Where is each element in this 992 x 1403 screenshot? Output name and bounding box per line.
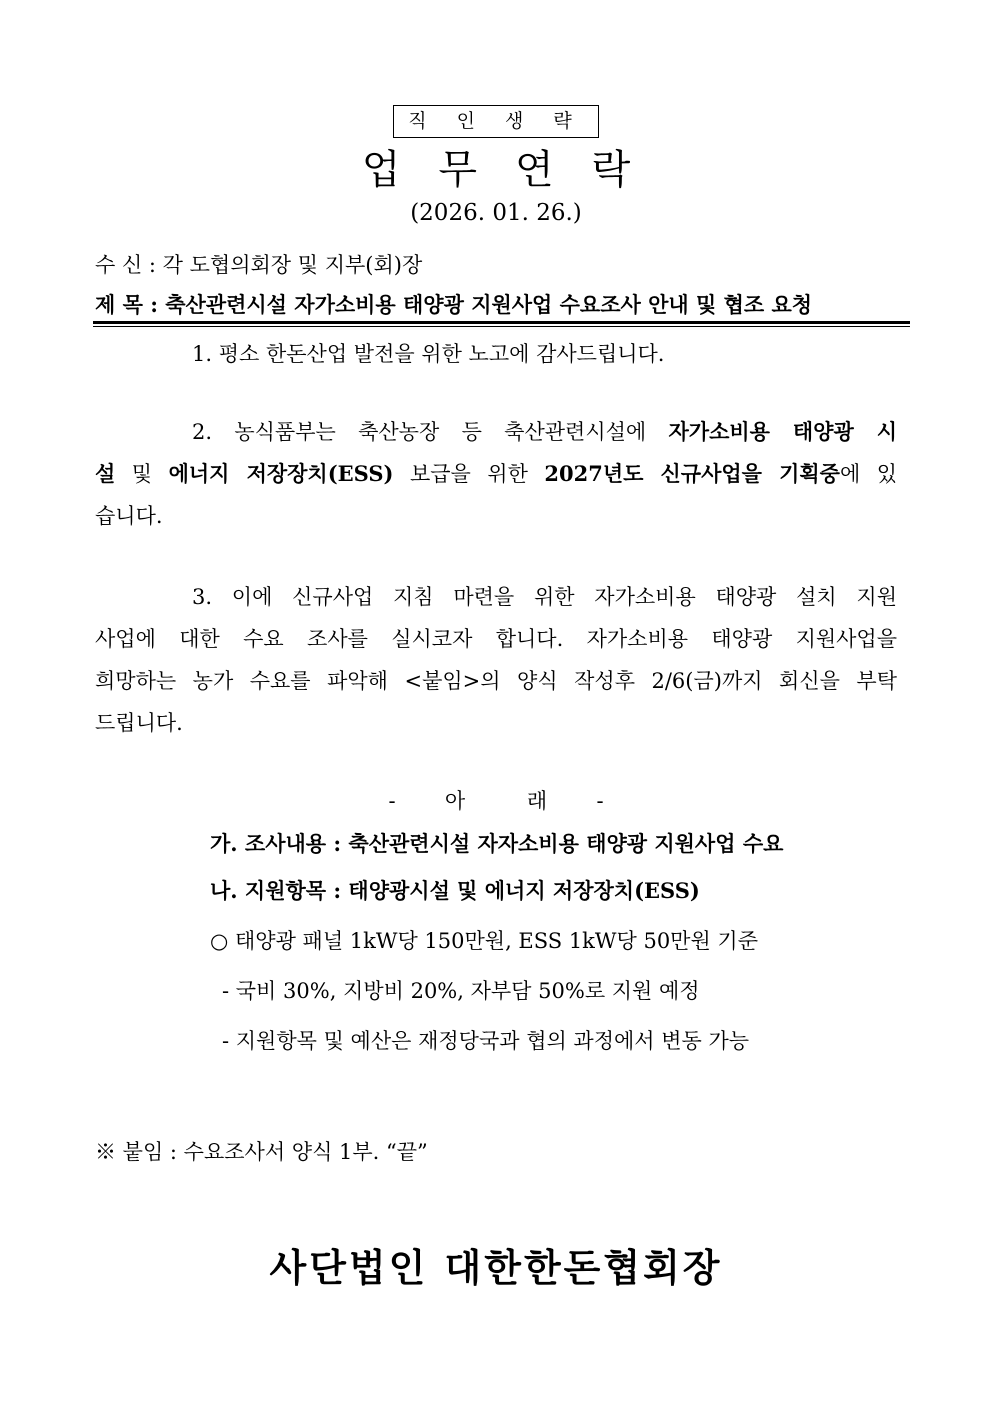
paragraph-2-line-2 [95, 453, 897, 495]
heading-dash: - [388, 789, 396, 813]
paragraph-1 [95, 333, 897, 375]
paragraph-1-line: 1. 평소 한돈산업 발전을 위한 노고에 감사드립니다. [192, 342, 665, 366]
bold-text-run: 설 [95, 461, 116, 486]
paragraph-3-line-2: 사업에 대한 수요 조사를 실시코자 합니다. 자가소비용 태양광 지원사업을 [95, 627, 897, 651]
heading-char: 아 [444, 789, 466, 813]
text-run: 및 [115, 462, 169, 486]
text-run: 보급을 위한 [393, 462, 545, 486]
paragraph-3-line-4: 드립니다. [95, 711, 183, 735]
section-heading-ahrae [0, 786, 992, 816]
attachment-note: ※ 붙임 : 수요조사서 양식 1부. “끝” [95, 1140, 428, 1164]
document-title: 업무연락 [361, 147, 669, 193]
recipient-line: 수 신 : 각 도협의회장 및 지부(회)장 [95, 253, 423, 277]
bold-text-run: 에너지 저장장치(ESS) [168, 461, 394, 486]
sender-signature: 사단법인 대한한돈협회장 [269, 1245, 723, 1290]
heading-dash: - [596, 789, 604, 813]
item-budget-note: - 지원항목 및 예산은 재정당국과 협의 과정에서 변동 가능 [222, 1029, 750, 1053]
subject-line: 제 목 : 축산관련시설 자가소비용 태양광 지원사업 수요조사 안내 및 협조 요청 [95, 292, 813, 317]
bold-text-run: 자가소비용 태양광 시 [668, 419, 897, 444]
stamp-container [0, 105, 992, 138]
paragraph-3-line-3: 희망하는 농가 수요를 파악해 <붙임>의 양식 작성후 2/6(금)까지 회신을 부탁 [95, 669, 897, 693]
text-run: 에 있 [839, 462, 898, 486]
item-unit-cost: ○ 태양광 패널 1kW당 150만원, ESS 1kW당 50만원 기준 [210, 929, 758, 953]
text-run: 2. 농식품부는 축산농장 등 축산관련시설에 [192, 420, 669, 444]
item-survey-content: 가. 조사내용 : 축산관련시설 자자소비용 태양광 지원사업 수요 [210, 831, 784, 856]
document-date: (2026. 01. 26.) [410, 200, 582, 226]
seal-omitted-stamp: 직 인 생 략 [393, 105, 599, 138]
subject-divider-thick [93, 321, 910, 324]
subject-divider-thin [93, 326, 910, 327]
item-support-scope: 나. 지원항목 : 태양광시설 및 에너지 저장장치(ESS) [210, 878, 700, 903]
bold-text-run: 2027년도 신규사업을 기획중 [544, 461, 840, 486]
paragraph-3-line-1: 3. 이에 신규사업 지침 마련을 위한 자가소비용 태양광 설치 지원 [192, 585, 897, 609]
paragraph-2-line-3: 습니다. [95, 504, 163, 528]
paragraph-2-line-1 [95, 411, 897, 453]
item-funding-ratio: - 국비 30%, 지방비 20%, 자부담 50%로 지원 예정 [222, 979, 700, 1003]
paragraph-3 [95, 576, 897, 744]
paragraph-2 [95, 411, 897, 537]
heading-char: 래 [526, 789, 548, 813]
